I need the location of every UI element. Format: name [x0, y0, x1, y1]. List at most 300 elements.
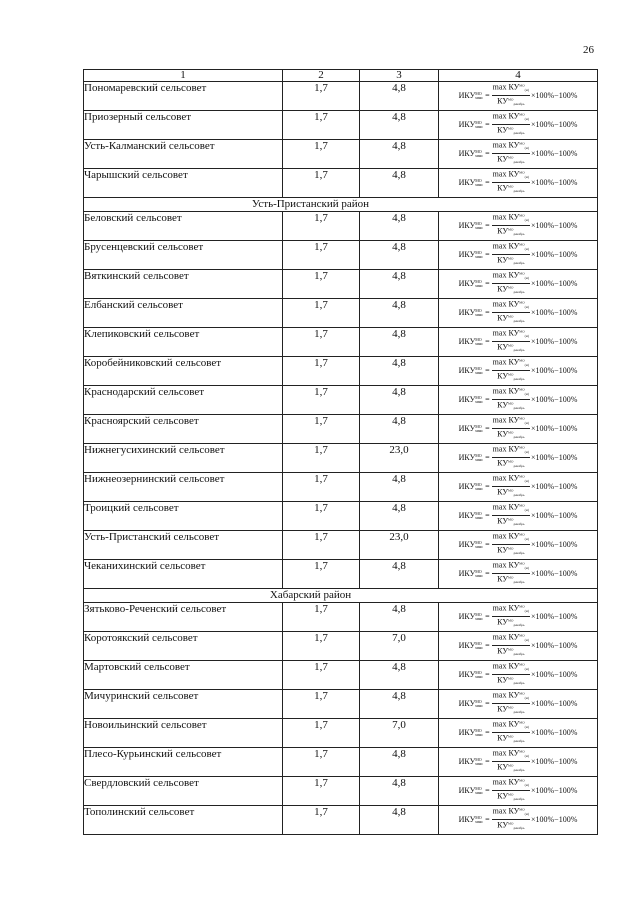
table-row: [84, 690, 598, 719]
formula-fraction: [492, 777, 530, 804]
formula-den-sup: МО: [508, 156, 514, 160]
table-row: [84, 473, 598, 502]
formula-numerator: max КУ: [492, 531, 520, 541]
formula-num-sub: (м): [524, 479, 529, 483]
table-body: [84, 82, 598, 835]
formula-cell: [439, 661, 598, 690]
municipality-name: Пономаревский сельсовет: [84, 82, 283, 111]
formula-lhs-sup: МО: [475, 452, 482, 458]
value-col-3: 4,8: [360, 299, 439, 328]
formula-numerator: max КУ: [492, 111, 520, 121]
header-col-2: 2: [283, 70, 360, 82]
value-col-3: 4,8: [360, 357, 439, 386]
value-col-2: 1,7: [283, 270, 360, 299]
formula-denominator: КУ: [497, 646, 509, 656]
formula-eq: =: [485, 308, 490, 317]
formula-fraction: [492, 299, 530, 326]
formula-num-sub: (м): [524, 218, 529, 222]
formula: [439, 169, 597, 196]
formula-fraction: [492, 386, 530, 413]
table-row: [84, 661, 598, 690]
formula-eq: =: [485, 641, 490, 650]
formula-cell: [439, 415, 598, 444]
formula-den-sup: МО: [508, 185, 514, 189]
formula-num-sub: (м): [524, 421, 529, 425]
formula-denominator: КУ: [497, 313, 509, 323]
formula-tail: ×100%−100%: [531, 308, 578, 317]
municipality-name: Усть-Пристанский сельсовет: [84, 531, 283, 560]
formula-lhs-sup: МО: [475, 278, 482, 284]
formula-num-sup: МО: [519, 416, 525, 421]
municipality-name: Тополинский сельсовет: [84, 806, 283, 835]
formula: [439, 111, 597, 138]
formula-lhs-sup: МО: [475, 669, 482, 675]
formula-eq: =: [485, 482, 490, 491]
formula-lhs: ИКУ: [458, 178, 476, 187]
formula-lhs-sub: макс: [475, 340, 484, 346]
formula-denominator: КУ: [497, 820, 509, 830]
formula-lhs-sub: макс: [475, 253, 484, 259]
formula-lhs-sub: макс: [475, 673, 484, 679]
formula-num-sup: МО: [519, 141, 525, 146]
formula-lhs-sub: макс: [475, 282, 484, 288]
value-col-3: 4,8: [360, 690, 439, 719]
formula-tail: ×100%−100%: [531, 540, 578, 549]
formula-num-sub: (м): [524, 276, 529, 280]
formula-lhs: ИКУ: [458, 699, 476, 708]
formula-eq: =: [485, 815, 490, 824]
formula-eq: =: [485, 178, 490, 187]
formula-tail: ×100%−100%: [531, 641, 578, 650]
formula: [439, 212, 597, 239]
value-col-3: 4,8: [360, 603, 439, 632]
formula-numerator: max КУ: [492, 357, 520, 367]
formula-denominator: КУ: [497, 400, 509, 410]
value-col-2: 1,7: [283, 531, 360, 560]
formula-num-sup: МО: [519, 749, 525, 754]
formula-tail: ×100%−100%: [531, 178, 578, 187]
formula-num-sub: (м): [524, 566, 529, 570]
value-col-3: 7,0: [360, 719, 439, 748]
formula-denominator: КУ: [497, 574, 509, 584]
formula-den-sub: декабрь: [513, 348, 525, 353]
value-col-2: 1,7: [283, 357, 360, 386]
formula-den-sup: МО: [508, 547, 514, 551]
formula-fraction: [492, 241, 530, 268]
formula-num-sup: МО: [519, 561, 525, 566]
municipality-name: Чарышский сельсовет: [84, 169, 283, 198]
formula-tail: ×100%−100%: [531, 250, 578, 259]
formula-denominator: КУ: [497, 429, 509, 439]
formula: [439, 632, 597, 659]
formula-num-sub: (м): [524, 363, 529, 367]
formula-lhs-sub: макс: [475, 123, 484, 129]
formula-num-sup: МО: [519, 329, 525, 334]
header-row: [84, 70, 598, 82]
formula-tail: ×100%−100%: [531, 120, 578, 129]
formula-cell: [439, 806, 598, 835]
formula-cell: [439, 82, 598, 111]
formula-cell: [439, 444, 598, 473]
formula-den-sub: декабрь: [513, 681, 525, 686]
header-col-3: 3: [360, 70, 439, 82]
formula-eq: =: [485, 728, 490, 737]
formula-eq: =: [485, 395, 490, 404]
formula: [439, 690, 597, 717]
table-row: [84, 212, 598, 241]
value-col-3: 4,8: [360, 748, 439, 777]
value-col-3: 4,8: [360, 806, 439, 835]
table-row: [84, 777, 598, 806]
formula-cell: [439, 719, 598, 748]
formula-tail: ×100%−100%: [531, 482, 578, 491]
formula-numerator: max КУ: [492, 386, 520, 396]
formula-num-sub: (м): [524, 667, 529, 671]
formula-den-sup: МО: [508, 677, 514, 681]
formula-lhs-sub: макс: [475, 456, 484, 462]
formula-fraction: [492, 328, 530, 355]
formula-num-sup: МО: [519, 213, 525, 218]
value-col-3: 4,8: [360, 111, 439, 140]
value-col-2: 1,7: [283, 82, 360, 111]
formula-den-sub: декабрь: [513, 493, 525, 498]
formula-eq: =: [485, 569, 490, 578]
formula-eq: =: [485, 670, 490, 679]
value-col-3: 4,8: [360, 140, 439, 169]
formula-eq: =: [485, 453, 490, 462]
table-row: [84, 241, 598, 270]
formula-den-sup: МО: [508, 127, 514, 131]
table-row: [84, 169, 598, 198]
formula-fraction: [492, 140, 530, 167]
formula-lhs-sub: макс: [475, 702, 484, 708]
formula-lhs-sub: макс: [475, 94, 484, 100]
formula-fraction: [492, 357, 530, 384]
municipality-name: Коробейниковский сельсовет: [84, 357, 283, 386]
value-col-3: 23,0: [360, 531, 439, 560]
formula-lhs-sub: макс: [475, 485, 484, 491]
formula-num-sup: МО: [519, 170, 525, 175]
municipality-name: Усть-Калманский сельсовет: [84, 140, 283, 169]
formula-num-sub: (м): [524, 305, 529, 309]
formula-eq: =: [485, 337, 490, 346]
formula-cell: [439, 473, 598, 502]
formula-denominator: КУ: [497, 675, 509, 685]
formula-cell: [439, 632, 598, 661]
formula-cell: [439, 270, 598, 299]
formula-num-sup: МО: [519, 300, 525, 305]
formula-tail: ×100%−100%: [531, 670, 578, 679]
formula-eq: =: [485, 424, 490, 433]
formula: [439, 415, 597, 442]
value-col-3: 4,8: [360, 328, 439, 357]
formula-eq: =: [485, 91, 490, 100]
formula-lhs-sup: МО: [475, 611, 482, 617]
formula-num-sub: (м): [524, 783, 529, 787]
formula-tail: ×100%−100%: [531, 612, 578, 621]
formula-lhs: ИКУ: [458, 511, 476, 520]
table-row: [84, 603, 598, 632]
municipality-name: Коротоякский сельсовет: [84, 632, 283, 661]
formula-fraction: [492, 111, 530, 138]
formula-eq: =: [485, 120, 490, 129]
formula-num-sup: МО: [519, 604, 525, 609]
table-row: [84, 444, 598, 473]
formula-den-sub: декабрь: [513, 464, 525, 469]
formula-lhs: ИКУ: [458, 120, 476, 129]
formula-lhs: ИКУ: [458, 728, 476, 737]
formula-eq: =: [485, 250, 490, 259]
formula-cell: [439, 748, 598, 777]
formula-cell: [439, 357, 598, 386]
value-col-3: 4,8: [360, 560, 439, 589]
formula-num-sup: МО: [519, 387, 525, 392]
formula: [439, 777, 597, 804]
formula-num-sub: (м): [524, 334, 529, 338]
formula-numerator: max КУ: [492, 661, 520, 671]
formula-den-sup: МО: [508, 460, 514, 464]
formula-tail: ×100%−100%: [531, 91, 578, 100]
table-row: [84, 502, 598, 531]
formula-den-sup: МО: [508, 735, 514, 739]
formula-denominator: КУ: [497, 733, 509, 743]
value-col-3: 4,8: [360, 169, 439, 198]
table-row: [84, 719, 598, 748]
formula: [439, 603, 597, 630]
formula-fraction: [492, 690, 530, 717]
formula-den-sup: МО: [508, 822, 514, 826]
formula-lhs: ИКУ: [458, 337, 476, 346]
formula-num-sub: (м): [524, 537, 529, 541]
formula-lhs-sub: макс: [475, 615, 484, 621]
value-col-3: 4,8: [360, 212, 439, 241]
value-col-3: 4,8: [360, 661, 439, 690]
formula-lhs: ИКУ: [458, 250, 476, 259]
formula-tail: ×100%−100%: [531, 366, 578, 375]
formula-lhs-sup: МО: [475, 785, 482, 791]
formula-den-sup: МО: [508, 706, 514, 710]
formula: [439, 357, 597, 384]
formula-lhs-sup: МО: [475, 698, 482, 704]
value-col-2: 1,7: [283, 328, 360, 357]
formula-num-sub: (м): [524, 88, 529, 92]
formula-numerator: max КУ: [492, 140, 520, 150]
formula-lhs: ИКУ: [458, 91, 476, 100]
formula: [439, 328, 597, 355]
formula-den-sup: МО: [508, 373, 514, 377]
formula-tail: ×100%−100%: [531, 337, 578, 346]
formula-den-sub: декабрь: [513, 623, 525, 628]
formula-num-sup: МО: [519, 271, 525, 276]
value-col-3: 4,8: [360, 502, 439, 531]
table-row: [84, 531, 598, 560]
formula-denominator: КУ: [497, 183, 509, 193]
value-col-2: 1,7: [283, 111, 360, 140]
formula-lhs-sub: макс: [475, 572, 484, 578]
formula-den-sup: МО: [508, 619, 514, 623]
formula: [439, 299, 597, 326]
formula-den-sup: МО: [508, 518, 514, 522]
formula-denominator: КУ: [497, 96, 509, 106]
formula-lhs-sup: МО: [475, 510, 482, 516]
formula-tail: ×100%−100%: [531, 511, 578, 520]
formula-cell: [439, 140, 598, 169]
formula-eq: =: [485, 699, 490, 708]
value-col-2: 1,7: [283, 560, 360, 589]
value-col-3: 7,0: [360, 632, 439, 661]
formula-denominator: КУ: [497, 487, 509, 497]
formula-eq: =: [485, 511, 490, 520]
formula-lhs-sub: макс: [475, 818, 484, 824]
district-row: [84, 198, 598, 212]
formula-cell: [439, 328, 598, 357]
formula: [439, 661, 597, 688]
value-col-2: 1,7: [283, 444, 360, 473]
formula-den-sub: декабрь: [513, 102, 525, 107]
formula-lhs: ИКУ: [458, 221, 476, 230]
formula-den-sup: МО: [508, 286, 514, 290]
formula-numerator: max КУ: [492, 415, 520, 425]
table-row: [84, 806, 598, 835]
formula-eq: =: [485, 612, 490, 621]
formula-den-sub: декабрь: [513, 290, 525, 295]
formula-lhs-sup: МО: [475, 220, 482, 226]
formula-num-sub: (м): [524, 609, 529, 613]
formula-denominator: КУ: [497, 762, 509, 772]
formula-tail: ×100%−100%: [531, 221, 578, 230]
formula-lhs-sub: макс: [475, 181, 484, 187]
formula: [439, 531, 597, 558]
formula-num-sub: (м): [524, 175, 529, 179]
municipality-name: Мичуринский сельсовет: [84, 690, 283, 719]
formula-lhs-sup: МО: [475, 90, 482, 96]
formula-den-sup: МО: [508, 402, 514, 406]
formula-eq: =: [485, 540, 490, 549]
formula-fraction: [492, 82, 530, 109]
formula-numerator: max КУ: [492, 169, 520, 179]
formula-den-sub: декабрь: [513, 710, 525, 715]
formula-tail: ×100%−100%: [531, 395, 578, 404]
value-col-3: 4,8: [360, 241, 439, 270]
formula-lhs: ИКУ: [458, 641, 476, 650]
value-col-3: 4,8: [360, 473, 439, 502]
municipality-name: Вяткинский сельсовет: [84, 270, 283, 299]
formula-numerator: max КУ: [492, 603, 520, 613]
formula-fraction: [492, 270, 530, 297]
formula-den-sup: МО: [508, 228, 514, 232]
formula: [439, 473, 597, 500]
formula-num-sup: МО: [519, 474, 525, 479]
formula-lhs: ИКУ: [458, 815, 476, 824]
municipality-name: Клепиковский сельсовет: [84, 328, 283, 357]
formula-cell: [439, 560, 598, 589]
value-col-3: 4,8: [360, 777, 439, 806]
formula-fraction: [492, 719, 530, 746]
formula-num-sub: (м): [524, 392, 529, 396]
district-row: [84, 589, 598, 603]
formula-tail: ×100%−100%: [531, 279, 578, 288]
formula: [439, 444, 597, 471]
formula-num-sup: МО: [519, 445, 525, 450]
formula-den-sub: декабрь: [513, 131, 525, 136]
formula-den-sub: декабрь: [513, 232, 525, 237]
table-row: [84, 560, 598, 589]
formula-fraction: [492, 603, 530, 630]
formula-num-sup: МО: [519, 503, 525, 508]
formula-num-sup: МО: [519, 83, 525, 88]
formula-num-sup: МО: [519, 112, 525, 117]
formula-tail: ×100%−100%: [531, 815, 578, 824]
formula-den-sup: МО: [508, 764, 514, 768]
formula-lhs-sup: МО: [475, 727, 482, 733]
formula-eq: =: [485, 149, 490, 158]
formula-numerator: max КУ: [492, 328, 520, 338]
formula-tail: ×100%−100%: [531, 424, 578, 433]
formula: [439, 241, 597, 268]
formula-cell: [439, 299, 598, 328]
formula-lhs: ИКУ: [458, 366, 476, 375]
formula-lhs-sub: макс: [475, 760, 484, 766]
formula-lhs-sub: макс: [475, 731, 484, 737]
formula-denominator: КУ: [497, 617, 509, 627]
formula: [439, 386, 597, 413]
formula-denominator: КУ: [497, 545, 509, 555]
formula-numerator: max КУ: [492, 560, 520, 570]
value-col-2: 1,7: [283, 169, 360, 198]
formula-lhs: ИКУ: [458, 424, 476, 433]
municipality-name: Новоильинский сельсовет: [84, 719, 283, 748]
formula-lhs-sub: макс: [475, 543, 484, 549]
value-col-2: 1,7: [283, 690, 360, 719]
formula-fraction: [492, 502, 530, 529]
formula-lhs-sup: МО: [475, 481, 482, 487]
formula-num-sub: (м): [524, 247, 529, 251]
formula-lhs-sub: макс: [475, 311, 484, 317]
formula-fraction: [492, 212, 530, 239]
formula-lhs-sub: макс: [475, 224, 484, 230]
formula-den-sup: МО: [508, 793, 514, 797]
value-col-2: 1,7: [283, 386, 360, 415]
value-col-2: 1,7: [283, 603, 360, 632]
formula-num-sup: МО: [519, 807, 525, 812]
formula-den-sup: МО: [508, 98, 514, 102]
formula-denominator: КУ: [497, 791, 509, 801]
value-col-2: 1,7: [283, 748, 360, 777]
formula-den-sub: декабрь: [513, 739, 525, 744]
value-col-2: 1,7: [283, 719, 360, 748]
table-row: [84, 299, 598, 328]
formula-lhs: ИКУ: [458, 395, 476, 404]
formula-lhs-sub: макс: [475, 369, 484, 375]
formula-lhs-sup: МО: [475, 539, 482, 545]
formula-lhs: ИКУ: [458, 670, 476, 679]
table-row: [84, 748, 598, 777]
formula-numerator: max КУ: [492, 270, 520, 280]
formula-num-sub: (м): [524, 696, 529, 700]
formula-lhs-sub: макс: [475, 427, 484, 433]
formula-tail: ×100%−100%: [531, 757, 578, 766]
formula-lhs-sup: МО: [475, 640, 482, 646]
formula-den-sub: декабрь: [513, 522, 525, 527]
formula-fraction: [492, 806, 530, 833]
formula-num-sub: (м): [524, 725, 529, 729]
value-col-2: 1,7: [283, 502, 360, 531]
table-row: [84, 140, 598, 169]
formula-fraction: [492, 748, 530, 775]
municipality-name: Мартовский сельсовет: [84, 661, 283, 690]
formula-lhs-sup: МО: [475, 814, 482, 820]
formula-num-sub: (м): [524, 812, 529, 816]
